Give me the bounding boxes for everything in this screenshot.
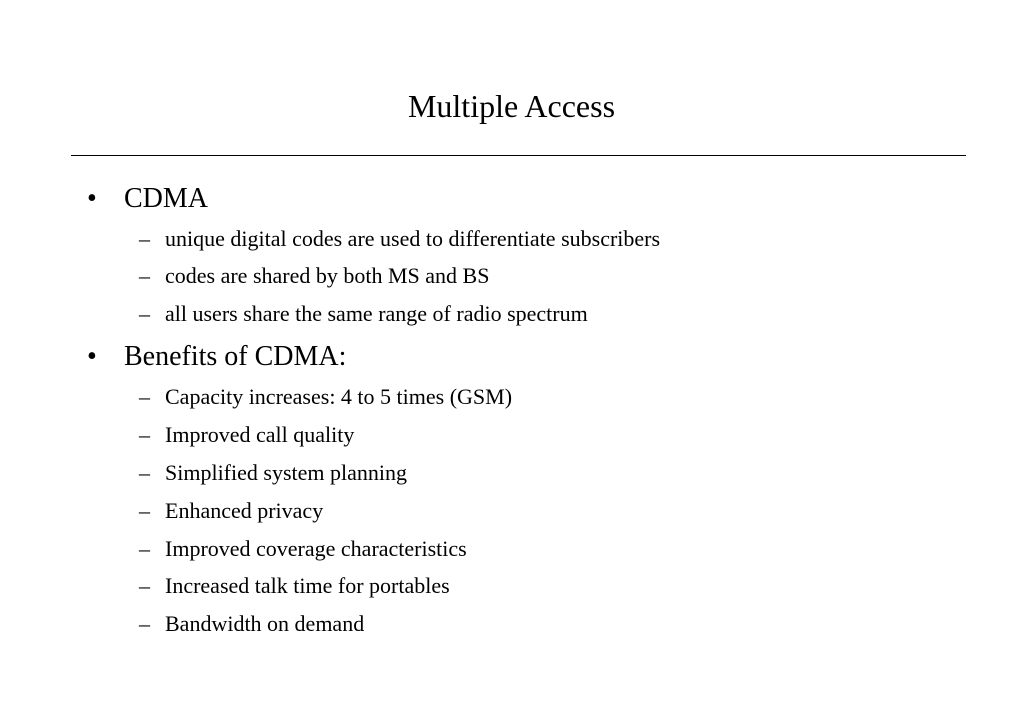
dash-icon: – [139,573,150,598]
dash-icon: – [139,384,150,409]
sub-item-label: unique digital codes are used to differentiate subscribers [165,226,661,251]
sub-item-label: Improved coverage characteristics [165,536,467,561]
bullet-icon: • [87,341,97,372]
dash-icon: – [139,460,150,485]
dash-icon: – [139,498,150,523]
sub-item [139,300,588,328]
sub-item [139,225,660,253]
sub-item [139,535,467,563]
bullet-item-benefits [87,340,346,374]
bullet-icon: • [87,183,97,214]
sub-item [139,497,323,525]
sub-item-label: Improved call quality [165,422,355,447]
sub-item-label: codes are shared by both MS and BS [165,263,490,288]
sub-item [139,572,450,600]
title-divider [71,155,966,156]
bullet-label: Benefits of CDMA: [124,341,347,372]
sub-item-label: Increased talk time for portables [165,573,450,598]
sub-item-label: Capacity increases: 4 to 5 times (GSM) [165,384,513,409]
sub-item-label: all users share the same range of radio spectrum [165,301,588,326]
sub-item-label: Bandwidth on demand [165,611,365,636]
sub-item [139,610,364,638]
slide-title: Multiple Access [407,88,616,124]
sub-item-label: Enhanced privacy [165,498,324,523]
dash-icon: – [139,226,150,251]
dash-icon: – [139,301,150,326]
sub-item [139,383,512,411]
bullet-label: CDMA [124,183,209,214]
dash-icon: – [139,611,150,636]
sub-item [139,421,354,449]
sub-item [139,262,489,290]
sub-item-label: Simplified system planning [165,460,407,485]
dash-icon: – [139,263,150,288]
bullet-item-cdma [87,182,208,216]
dash-icon: – [139,536,150,561]
dash-icon: – [139,422,150,447]
sub-item [139,459,407,487]
